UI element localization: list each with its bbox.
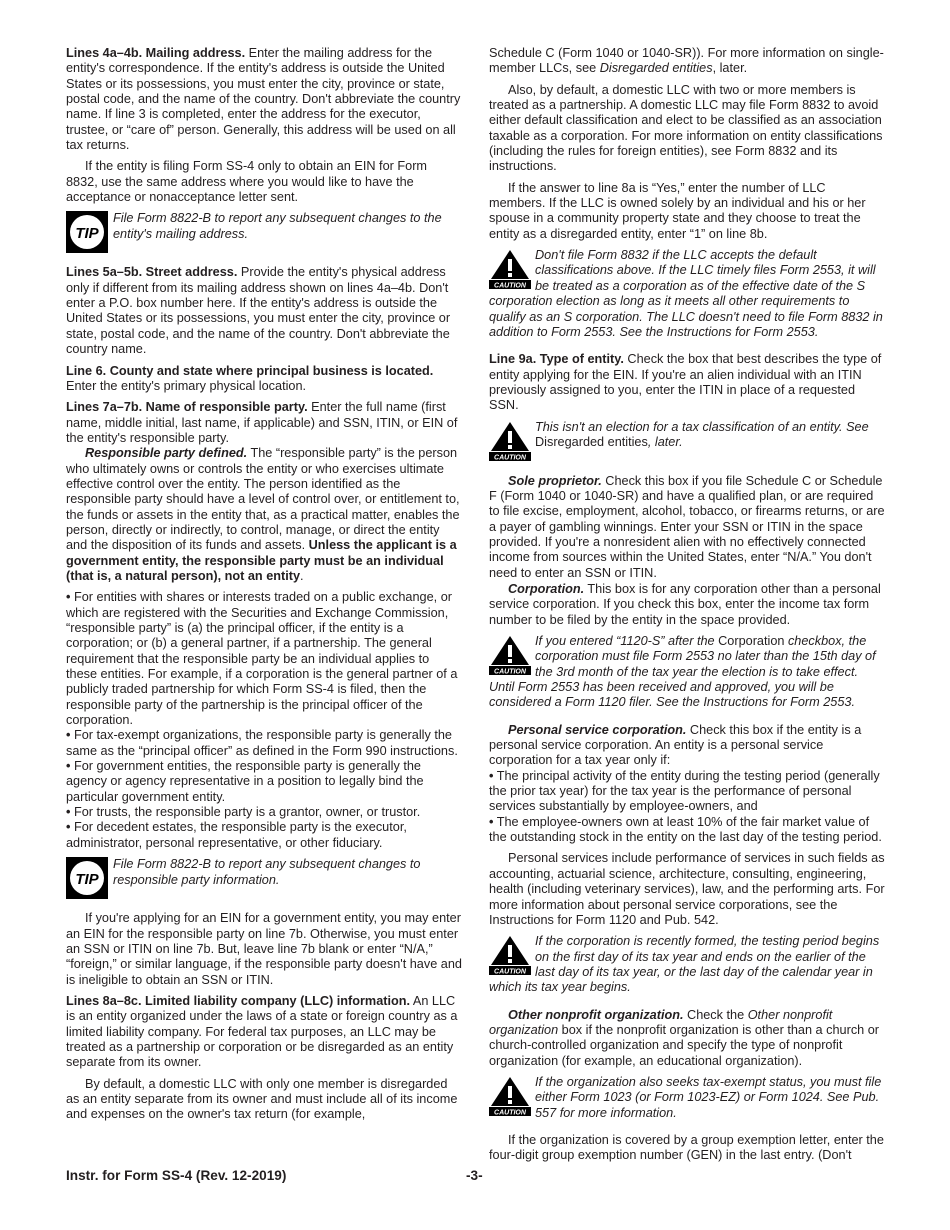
group-exemption-paragraph: If the organization is covered by a group exemption letter, enter the four-digit group exemption number (GEN) in the last entry. (Don't: [489, 1132, 884, 1163]
personal-service-bullet-list: [489, 769, 885, 846]
caution-icon: [489, 421, 531, 461]
caution-icon-label: CAUTION: [494, 282, 526, 290]
responsible-party-bullet-list: [66, 590, 462, 851]
tip-icon: [66, 857, 108, 899]
personal-service-corporation-paragraph: Personal service corporation. Check this box if the entity is a personal service corporation. An entity is a personal service corporation for a tax year only if:: [489, 722, 862, 768]
type-of-entity-paragraph: Line 9a. Type of entity. Check the box that best describes the type of entity applying for the EIN. If you're an alien individual with an ITIN previously assigned to you, enter the ITIN in place of a requested SSN.: [489, 352, 882, 413]
caution-note-1120s: CAUTION If you entered “1120-S” after the Corporation checkbox, the corporation must file Form 2553 no later than the 15th day of the 3rd month of the tax year the election is to take effect. Until Form 2553 has been received and approved, you will be considered a Form 1120 filer. See the Instructions for Form 2553.: [489, 634, 876, 710]
other-nonprofit-paragraph: Other nonprofit organization. Check the Other nonprofit organization box if the nonprofit organization is other than a church or church-controlled organization and specify the type of nonprofit organization (for example, an educational organization).: [489, 1007, 880, 1068]
list-item: • For government entities, the responsible party is generally the agency or agency representative in a position to legally bind the particular government entity.: [66, 759, 424, 804]
caution-icon-label: CAUTION: [494, 668, 526, 675]
list-item: • The principal activity of the entity during the testing period (generally the prior tax year) for the tax year is the performance of personal services substantially by employee-owners, and: [489, 768, 880, 814]
street-address-paragraph: Lines 5a–5b. Street address. Provide the entity's physical address only if different from its mailing address shown on lines 4a–4b. Don't enter a P.O. box number here. If the entity's address is outside the United States or its possessions, you must enter the city, province or state, postal code, and the name of the country. Don't abbreviate the country name.: [66, 265, 451, 357]
left-column: [66, 46, 462, 1129]
caution-note-testing-period: [489, 934, 885, 995]
responsible-party-defined-paragraph: Responsible party defined. The “responsible party” is the person who ultimately owns or controls the entity or who exercises ultimate effective control over the entity. The person identified as the responsible party should have a level of control over, or entitlement to, the funds or assets in the entity that, as a practical matter, enables the person, directly or indirectly, to control, manage, or direct the entity and the disposition of its funds and assets. Unless the applicant is a government entity, the responsible party must be an individual (that is, a natural person), not an entity.: [66, 446, 460, 583]
county-state-paragraph: Line 6. County and state where principal business is located. Enter the entity's primary physical location.: [66, 363, 434, 393]
caution-icon-label: CAUTION: [494, 1109, 526, 1116]
corporation-paragraph: Corporation. This box is for any corporation other than a personal service corporation. If you check this box, enter the income tax form number to be filed by the entity in the space provided.: [489, 581, 881, 627]
right-column: [489, 46, 885, 1170]
sole-proprietor-paragraph: Sole proprietor. Check this box if you file Schedule C or Schedule F (Form 1040 or 1040-SR) and have a qualified plan, or are required to file excise, employment, alcohol, tobacco, or firearms returns, or are a payer of gambling winnings. Enter your SSN or ITIN in the space provided. If you're a nonresident alien with no effectively connected income from sources within the United States, enter “N/A.” You don't need to enter an SSN or ITIN.: [489, 473, 885, 580]
llc-information-paragraph: Lines 8a–8c. Limited liability company (LLC) information. An LLC is an entity organized under the laws of a state or foreign country as a limited liability company. For federal tax purposes, an LLC may be treated as a partnership or corporation or be disregarded as an entity separate from its owner.: [66, 993, 458, 1070]
single-member-llc-paragraph: By default, a domestic LLC with only one member is disregarded as an entity separate from its owner and must include all of its income and expenses on the owner's tax return (for example,: [66, 1076, 458, 1122]
caution-note-election: CAUTION This isn't an election for a tax classification of an entity. See Disregarded entities, later.: [489, 420, 885, 462]
form-8832-address-paragraph: If the entity is filing Form SS-4 only to obtain an EIN for Form 8832, use the same address where you would like to have the acceptance or nonacceptance letter sent.: [66, 159, 427, 205]
personal-services-fields-paragraph: Personal services include performance of services in such fields as accounting, actuarial science, architecture, consulting, engineering, health (including veterinary services), law, and the performing arts. For more information about personal service corporations, see the Instructions for Form 1120 and Pub. 542.: [489, 851, 885, 927]
mailing-address-paragraph: Lines 4a–4b. Mailing address. Enter the mailing address for the entity's correspondence. If the entity's address is outside the United States or its possessions, you must enter the city, province or state, postal code, and the name of the country. Don't abbreviate the country name. If line 3 is completed, enter the address for the executor, trustee, or “care of” person. Generally, this address will be used on all tax returns.: [66, 46, 461, 153]
caution-icon: [489, 249, 531, 289]
schedule-c-continuation-paragraph: Schedule C (Form 1040 or 1040-SR)). For more information on single-member LLCs, see Disregarded entities, later.: [489, 46, 884, 76]
caution-icon-label: CAUTION: [494, 454, 526, 461]
caution-icon-label: CAUTION: [494, 968, 526, 976]
list-item: • For trusts, the responsible party is a grantor, owner, or trustor.: [66, 805, 421, 820]
caution-icon: [489, 635, 531, 675]
multi-member-llc-paragraph: Also, by default, a domestic LLC with two or more members is treated as a partnership. A domestic LLC may file Form 8832 to avoid either default classification and elect to be classified as an association taxable as a corporation. For more information on entity classifications (including the rules for foreign entities), see Form 8832 and its instructions.: [489, 82, 883, 174]
caution-icon: [489, 1076, 531, 1116]
tip-icon-label: TIP: [75, 871, 99, 889]
caution-text: If the corporation is recently formed, the testing period begins on the first day of its tax year and ends on the earlier of the last day of its tax year, or the last day of the calendar year in which its tax year begins.: [489, 934, 880, 995]
tip-note-mailing: [66, 211, 462, 253]
tip-text: File Form 8822-B to report any subsequent changes to responsible party information.: [113, 857, 421, 887]
llc-members-paragraph: If the answer to line 8a is “Yes,” enter the number of LLC members. If the LLC is owned solely by an individual and his or her spouse in a community property state and they choose to treat the entity as a disregarded entity, enter “1” on line 8b.: [489, 180, 866, 241]
list-item: • For decedent estates, the responsible party is the executor, administrator, personal representative, or other fiduciary.: [66, 820, 407, 850]
caution-note-tax-exempt: [489, 1075, 885, 1121]
tip-icon: [66, 211, 108, 253]
caution-text: Don't file Form 8832 if the LLC accepts the default classifications above. If the LLC timely files Form 2553, it will be treated as a corporation as of the effective date of the S corporation election as long as it meets all other requirements to qualify as an S corporation. The LLC doesn't need to file Form 8832 in addition to Form 2553. See the Instructions for Form 2553.: [489, 248, 883, 339]
caution-note-form-8832: [489, 248, 885, 340]
footer-form-title: Instr. for Form SS-4 (Rev. 12-2019): [66, 1168, 287, 1183]
list-item: • For entities with shares or interests traded on a public exchange, or which are registered with the Securities and Exchange Commission, “responsible party” is (a) the principal officer, if the entity is a corporation; or (b) a general partner, if a partnership. The general requirement that the responsible party be an individual applies to these entities. For example, if a corporation is the general partner of a publicly traded partnership for which Form SS-4 is filed, then the responsible party of the partnership is the principal officer of the corporation.: [66, 590, 458, 728]
list-item: • The employee-owners own at least 10% of the fair market value of the outstanding stock in the entity on the last day of the testing period.: [489, 814, 882, 845]
tip-icon-label: TIP: [75, 225, 99, 243]
caution-icon: [489, 935, 531, 975]
responsible-party-name-paragraph: Lines 7a–7b. Name of responsible party. Enter the full name (first name, middle initial, last name, if applicable) and SSN, ITIN, or EIN of the entity's responsible party.: [66, 400, 458, 445]
page-number: -3-: [466, 1168, 483, 1183]
caution-text: If the organization also seeks tax-exempt status, you must file either Form 1023 (or Form 1023-EZ) or Form 1024. See Pub. 557 for more information.: [535, 1074, 882, 1120]
tip-text: File Form 8822-B to report any subsequent changes to the entity's mailing address.: [113, 211, 442, 241]
list-item: • For tax-exempt organizations, the responsible party is generally the same as the “principal officer” as defined in the Form 990 instructions.: [66, 728, 458, 758]
government-entity-ein-paragraph: If you're applying for an EIN for a government entity, you may enter an EIN for the responsible party on line 7b. Otherwise, you must enter an SSN or ITIN on line 7b. But, leave line 7b blank or enter “N/A,” “foreign,” or similar language, if the responsible party doesn't have and is ineligible to obtain an SSN or ITIN.: [66, 911, 462, 987]
tip-note-responsible-party: [66, 857, 462, 899]
